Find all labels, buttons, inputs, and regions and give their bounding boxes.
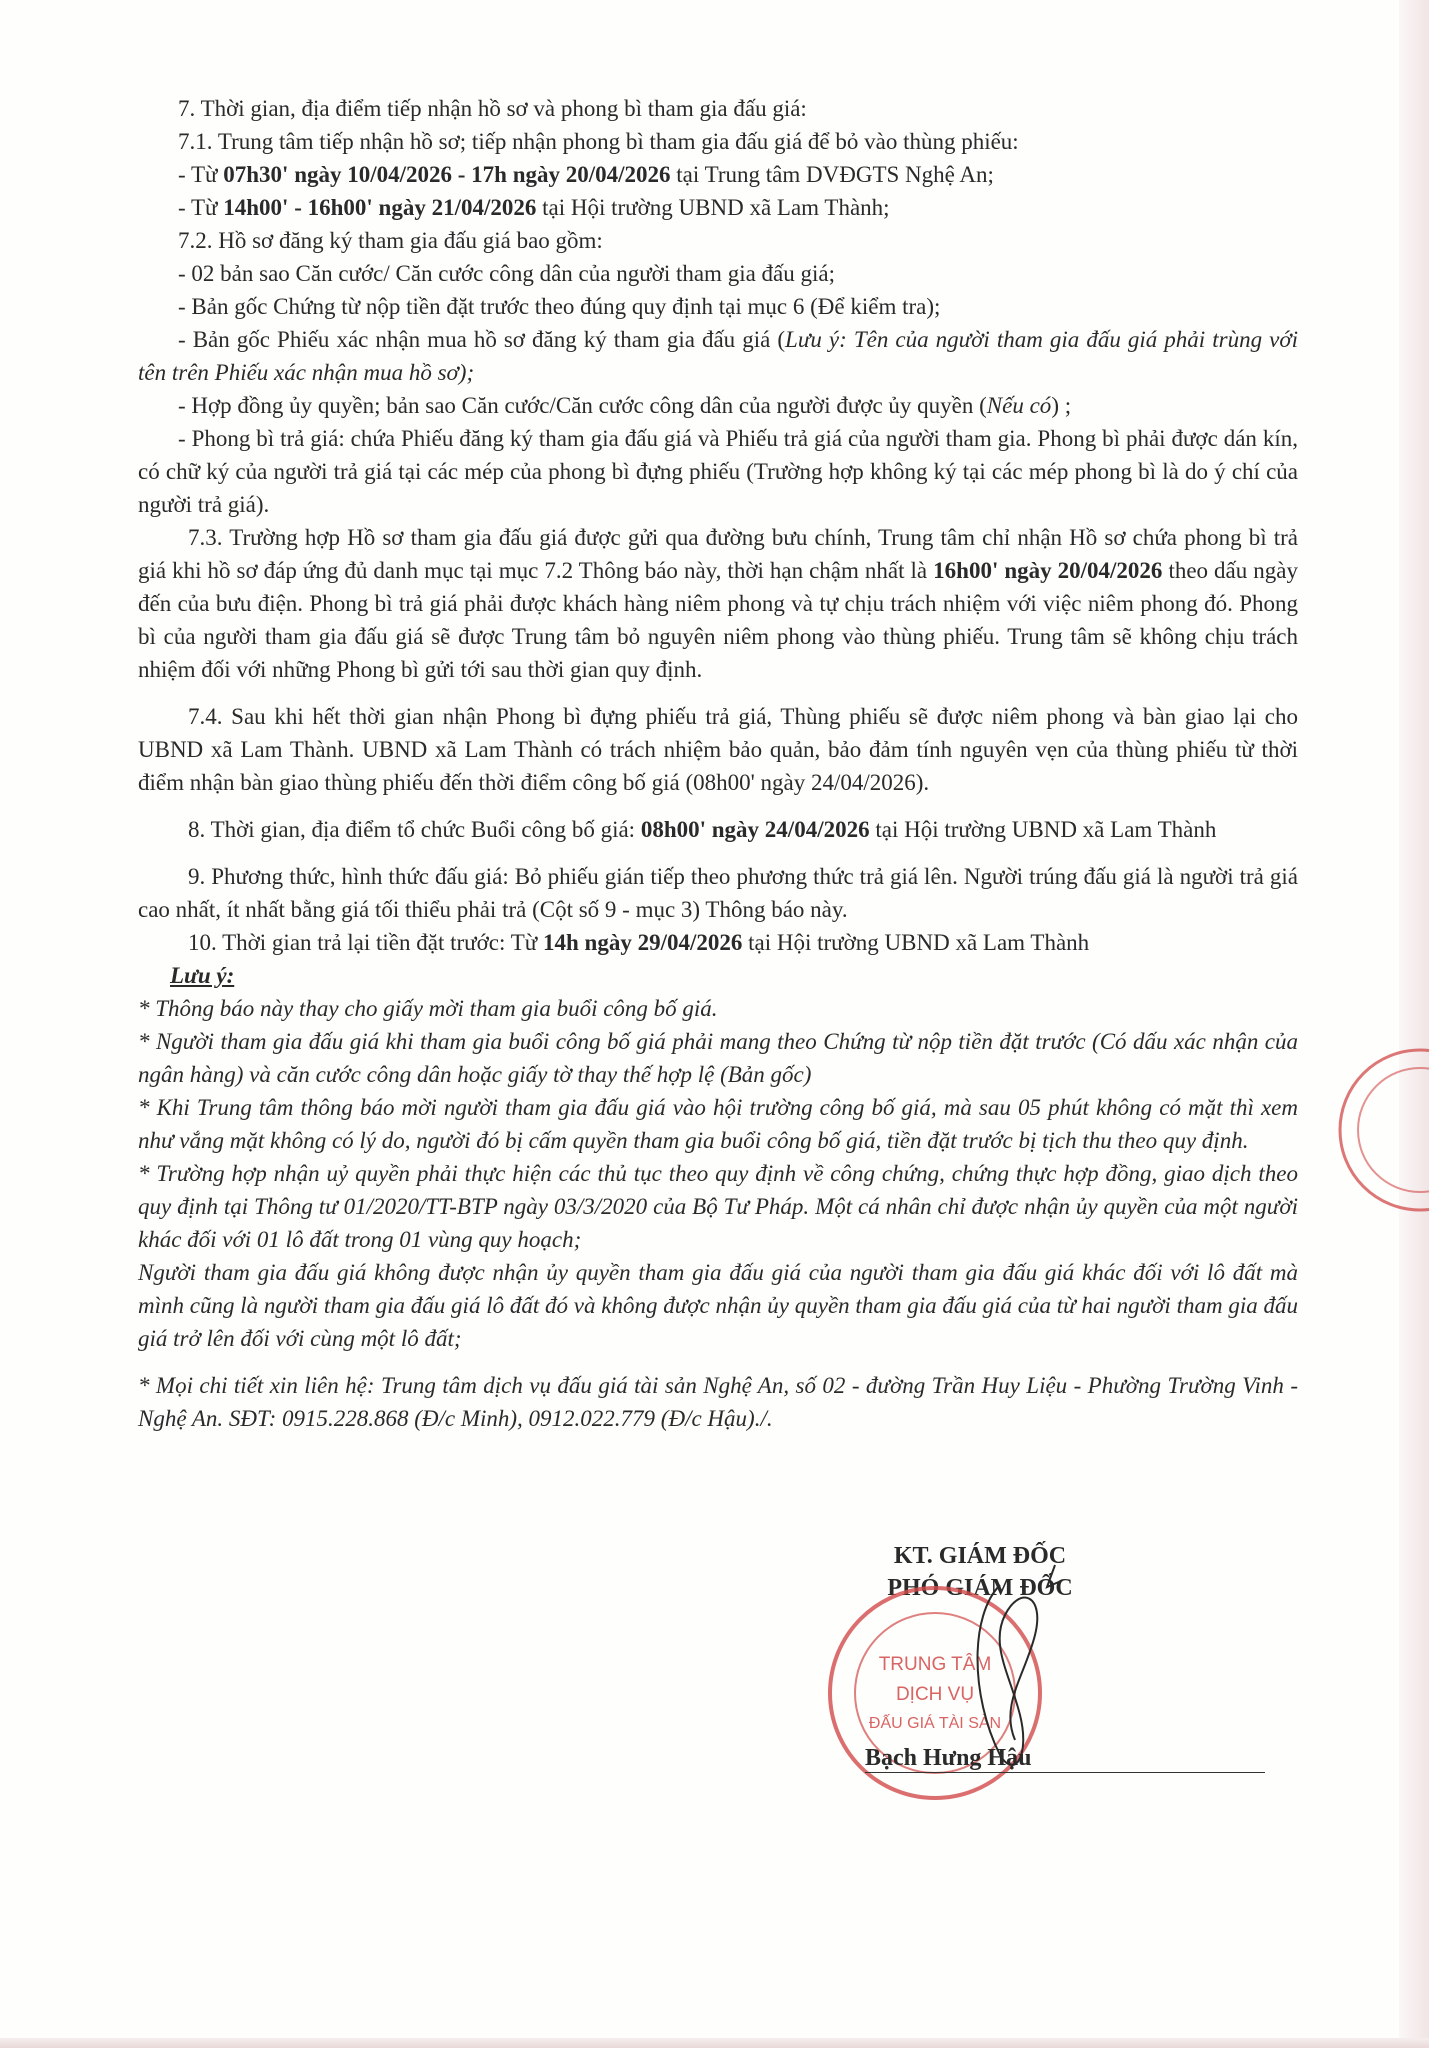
note-label-line bbox=[138, 959, 1298, 992]
stamp-text-2: DỊCH VỤ bbox=[895, 1684, 975, 1705]
stamp-text-1: TRUNG TÂM bbox=[878, 1654, 992, 1675]
section-7-3: 7.3. Trường hợp Hồ sơ tham gia đấu giá được gửi qua đường bưu chính, Trung tâm chỉ nhận Hồ sơ chứa phong bì trả giá khi hồ sơ đáp ứng đủ danh mục tại mục 7.2 Thông báo này, thời hạn chậm nhất là 16h00' ngày 20/04/2026 theo dấu ngày đến của bưu điện. Phong bì trả giá phải được khách hàng niêm phong và tự chịu trách nhiệm với việc niêm phong đó. Phong bì của người tham gia đấu giá sẽ được Trung tâm bỏ nguyên niêm phong vào thùng phiếu. Trung tâm sẽ không chịu trách nhiệm đối với những Phong bì gửi tới sau thời gian quy định. bbox=[138, 525, 1298, 682]
section-8: 8. Thời gian, địa điểm tổ chức Buổi công bố giá: 08h00' ngày 24/04/2026 tại Hội trường UBND xã Lam Thành bbox=[188, 817, 1217, 842]
page-edge-shadow bbox=[1399, 0, 1429, 2048]
section-7-1-title: 7.1. Trung tâm tiếp nhận hồ sơ; tiếp nhận phong bì tham gia đấu giá để bỏ vào thùng phiếu: bbox=[178, 129, 1019, 154]
note-5: Người tham gia đấu giá không được nhận ủy quyền tham gia đấu giá của người tham gia đấu giá khác đối với lô đất mà mình cũng là người tham gia đấu giá lô đất đó và không được nhận ủy quyền tham gia đấu giá của từ hai người tham gia đấu giá trở lên đối với cùng một lô đất; bbox=[138, 1260, 1298, 1351]
section-7-1-line-2: - Từ 14h00' - 16h00' ngày 21/04/2026 tại Hội trường UBND xã Lam Thành; bbox=[178, 195, 890, 220]
section-10: 10. Thời gian trả lại tiền đặt trước: Từ 14h ngày 29/04/2026 tại Hội trường UBND xã Lam Thành bbox=[188, 930, 1090, 955]
note-label: Lưu ý: bbox=[170, 963, 235, 988]
note-2: * Người tham gia đấu giá khi tham gia buổi công bố giá phải mang theo Chứng từ nộp tiền đặt trước (Có dấu xác nhận của ngân hàng) và căn cước công dân hoặc giấy tờ thay thế hợp lệ (Bản gốc) bbox=[138, 1029, 1298, 1087]
section-7-2-item-5: - Phong bì trả giá: chứa Phiếu đăng ký tham gia đấu giá và Phiếu trả giá của người tham gia. Phong bì phải được dán kín, có chữ ký của người trả giá tại các mép của phong bì đựng phiếu (Trường hợp không ký tại các mép phong bì là do ý chí của người trả giá). bbox=[138, 426, 1298, 517]
section-7-1-line-1: - Từ 07h30' ngày 10/04/2026 - 17h ngày 20/04/2026 tại Trung tâm DVĐGTS Nghệ An; bbox=[178, 162, 994, 187]
section-7-4: 7.4. Sau khi hết thời gian nhận Phong bì đựng phiếu trả giá, Thùng phiếu sẽ được niêm phong và bàn giao lại cho UBND xã Lam Thành. UBND xã Lam Thành có trách nhiệm bảo quản, bảo đảm tính nguyên vẹn của thùng phiếu từ thời điểm nhận bàn giao thùng phiếu đến thời điểm công bố giá (08h00' ngày 24/04/2026). bbox=[138, 704, 1298, 795]
section-7-2-item-2: - Bản gốc Chứng từ nộp tiền đặt trước theo đúng quy định tại mục 6 (Để kiểm tra); bbox=[178, 294, 941, 319]
signer-name: Bạch Hưng Hậu bbox=[865, 1745, 1032, 1771]
note-3: * Khi Trung tâm thông báo mời người tham gia đấu giá vào hội trường công bố giá, mà sau 05 phút không có mặt thì xem như vắng mặt không có lý do, người đó bị cấm quyền tham gia buổi công bố giá, tiền đặt trước bị tịch thu theo quy định. bbox=[138, 1095, 1298, 1153]
section-7-2-item-1: - 02 bản sao Căn cước/ Căn cước công dân của người tham gia đấu giá; bbox=[178, 261, 835, 286]
section-7-2-item-3: - Bản gốc Phiếu xác nhận mua hồ sơ đăng ký tham gia đấu giá (Lưu ý: Tên của người tham gia đấu giá phải trùng với tên trên Phiếu xác nhận mua hồ sơ); bbox=[138, 327, 1298, 385]
signature-title-1: KT. GIÁM ĐỐC bbox=[893, 1543, 1067, 1569]
document-body bbox=[138, 92, 1298, 1435]
note-6: * Mọi chi tiết xin liên hệ: Trung tâm dịch vụ đấu giá tài sản Nghệ An, số 02 - đường Trần Huy Liệu - Phường Trường Vinh - Nghệ An. SĐT: 0915.228.868 (Đ/c Minh), 0912.022.779 (Đ/c Hậu)./. bbox=[138, 1373, 1298, 1431]
signature-underline bbox=[865, 1772, 1265, 1773]
signature-title-2: PHÓ GIÁM ĐỐC bbox=[887, 1575, 1073, 1601]
note-1: * Thông báo này thay cho giấy mời tham gia buổi công bố giá. bbox=[138, 996, 718, 1021]
partial-stamp-seal bbox=[1330, 1045, 1429, 1215]
section-7-title: 7. Thời gian, địa điểm tiếp nhận hồ sơ và phong bì tham gia đấu giá: bbox=[178, 96, 807, 121]
section-9: 9. Phương thức, hình thức đấu giá: Bỏ phiếu gián tiếp theo phương thức trả giá lên. Người trúng đấu giá là người trả giá cao nhất, ít nhất bằng giá tối thiểu phải trả (Cột số 9 - mục 3) Thông báo này. bbox=[138, 864, 1298, 922]
stamp-text-3: ĐẤU GIÁ TÀI SẢN bbox=[868, 1715, 1002, 1732]
page-edge-bottom bbox=[0, 2038, 1429, 2048]
note-4: * Trường hợp nhận uỷ quyền phải thực hiện các thủ tục theo quy định về công chứng, chứng thực hợp đồng, giao dịch theo quy định tại Thông tư 01/2020/TT-BTP ngày 03/3/2020 của Bộ Tư Pháp. Một cá nhân chỉ được nhận ủy quyền của một người khác đối với 01 lô đất trong 01 vùng quy hoạch; bbox=[138, 1161, 1298, 1252]
section-7-2-item-4: - Hợp đồng ủy quyền; bản sao Căn cước/Căn cước công dân của người được ủy quyền (Nếu có) ; bbox=[178, 393, 1072, 418]
section-7-2-title: 7.2. Hồ sơ đăng ký tham gia đấu giá bao gồm: bbox=[178, 228, 603, 253]
